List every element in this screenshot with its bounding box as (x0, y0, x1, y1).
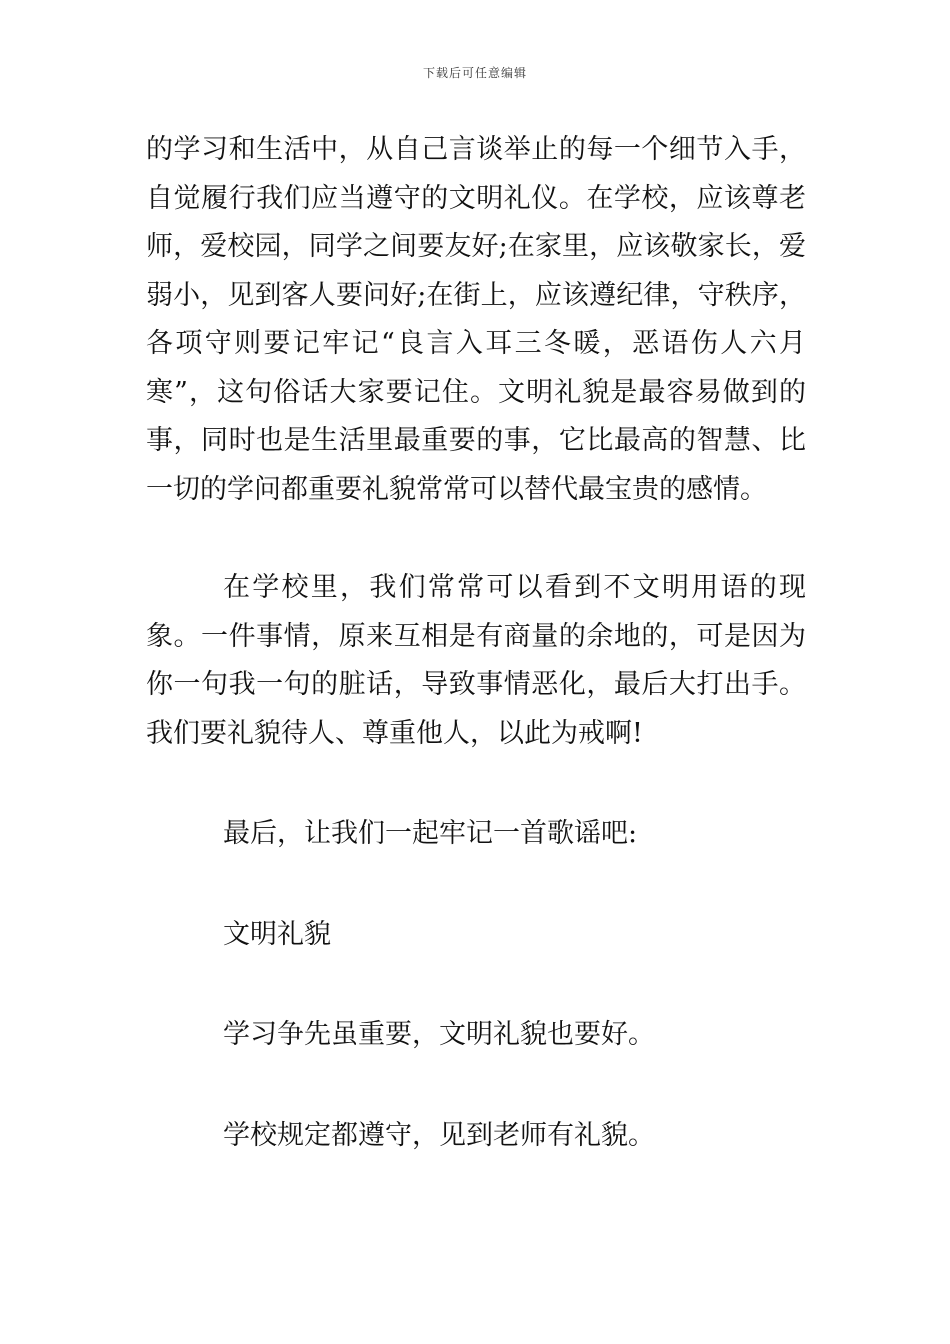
song-line-2: 学校规定都遵守，见到老师有礼貌。 (223, 1119, 655, 1151)
paragraph-song-intro: 最后，让我们一起牢记一首歌谣吧: (223, 818, 638, 849)
paragraph-school-language: 在学校里，我们常常可以看到不文明用语的现象。一件事情，原来互相是有商量的余地的，可是因为你一句我一句的脏话，导致事情恶化，最后大打出手。我们要礼貌待人、尊重他人，以此为戒啊! (146, 572, 806, 749)
song-line-1: 学习争先虽重要，文明礼貌也要好。 (223, 1019, 655, 1050)
page-header-note: 下载后可任意编辑 (422, 66, 527, 80)
song-title: 文明礼貌 (223, 918, 331, 950)
paragraph-etiquette-continuation: 的学习和生活中，从自己言谈举止的每一个细节入手，自觉履行我们应当遵守的文明礼仪。在学校，应该尊老师，爱校园，同学之间要友好;在家里，应该敬家长，爱弱小，见到客人要问好;在街上，应该遵纪律，守秩序，各项守则要记牢记“良言入耳三冬暖，恶语伤人六月寒”，这句俗话大家要记住。文明礼貌是最容易做到的事，同时也是生活里最重要的事，它比最高的智慧、比一切的学问都重要礼貌常常可以替代最宝贵的感情。 (146, 134, 806, 505)
document-body (146, 126, 806, 1160)
